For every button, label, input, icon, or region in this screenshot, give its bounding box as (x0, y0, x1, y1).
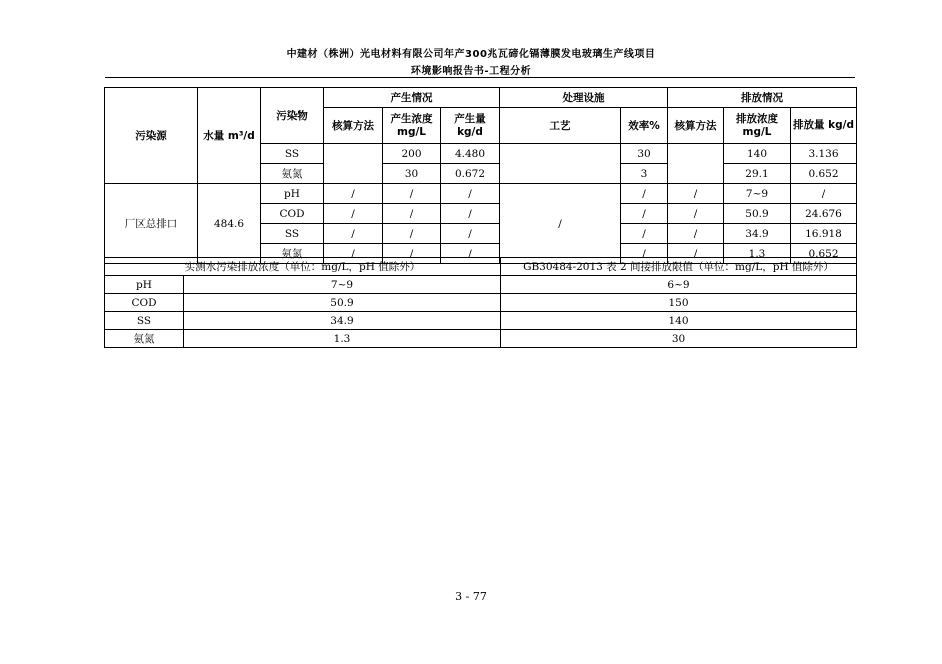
pollutant-cell: 氨氮 (261, 164, 324, 184)
limit-header: GB30484-2013 表 2 间接排放限值（单位：mg/L，pH 值除外） (501, 258, 857, 276)
emit-amount-cell: 24.676 (791, 204, 857, 224)
header-gen-method: 核算方法 (324, 108, 383, 144)
emit-amount-cell: / (791, 184, 857, 204)
emit-conc-cell: 7~9 (724, 184, 791, 204)
standard-comparison-table (104, 257, 857, 348)
limit-value-cell: 140 (501, 312, 857, 330)
efficiency-cell: / (621, 204, 668, 224)
emit-method-cell: / (668, 224, 724, 244)
table-row (105, 276, 857, 294)
header-source: 污染源 (105, 88, 198, 184)
header-gen-conc: 产生浓度 mg/L (383, 108, 441, 144)
emit-amount-cell: 3.136 (791, 144, 857, 164)
pollution-emission-table (104, 87, 857, 264)
measured-header: 实测水污染排放浓度（单位：mg/L，pH 值除外） (105, 258, 501, 276)
header-efficiency: 效率% (621, 108, 668, 144)
gen-amount-cell: 4.480 (441, 144, 500, 164)
pollutant-cell: 氨氮 (261, 244, 324, 264)
efficiency-cell: / (621, 224, 668, 244)
efficiency-cell: 3 (621, 164, 668, 184)
limit-value-cell: 6~9 (501, 276, 857, 294)
emit-amount-cell: 16.918 (791, 224, 857, 244)
gen-method-cell: / (324, 244, 383, 264)
emit-method-cell (668, 144, 724, 184)
gen-amount-cell: 0.672 (441, 164, 500, 184)
page-number: 3 - 77 (455, 590, 487, 603)
emit-conc-cell: 1.3 (724, 244, 791, 264)
gen-method-cell: / (324, 204, 383, 224)
gen-method-cell (324, 144, 383, 184)
table-row (105, 184, 857, 204)
efficiency-cell: / (621, 184, 668, 204)
measured-value-cell: 1.3 (184, 330, 501, 348)
gen-method-cell: / (324, 224, 383, 244)
emit-conc-cell: 50.9 (724, 204, 791, 224)
limit-value-cell: 30 (501, 330, 857, 348)
gen-amount-cell: / (441, 224, 500, 244)
pollutant-cell: SS (261, 144, 324, 164)
emit-method-cell: / (668, 184, 724, 204)
outlet-source-cell: 厂区总排口 (105, 184, 198, 264)
header-gen-amount: 产生量 kg/d (441, 108, 500, 144)
table-row (105, 330, 857, 348)
process-cell (500, 144, 621, 184)
outlet-water-cell: 484.6 (198, 184, 261, 264)
emit-conc-cell: 29.1 (724, 164, 791, 184)
limit-value-cell: 150 (501, 294, 857, 312)
document-header-title: 中建材（株洲）光电材料有限公司年产300兆瓦碲化镉薄膜发电玻璃生产线项目 (286, 49, 656, 60)
header-treatment-group: 处理设施 (500, 88, 668, 108)
table-row (105, 312, 857, 330)
header-emission-group: 排放情况 (668, 88, 857, 108)
efficiency-cell: 30 (621, 144, 668, 164)
gen-amount-cell: / (441, 244, 500, 264)
gen-conc-cell: / (383, 224, 441, 244)
pollutant-cell: pH (261, 184, 324, 204)
gen-conc-cell: / (383, 244, 441, 264)
emit-amount-cell: 0.652 (791, 164, 857, 184)
emit-method-cell: / (668, 244, 724, 264)
pollutant-cell: COD (261, 204, 324, 224)
gen-conc-cell: / (383, 184, 441, 204)
emit-method-cell: / (668, 204, 724, 224)
measured-value-cell: 7~9 (184, 276, 501, 294)
comparison-header-row (105, 258, 857, 276)
header-pollutant: 污染物 (261, 88, 324, 144)
outlet-process-cell: / (500, 184, 621, 264)
pollutant-name-cell: COD (105, 294, 184, 312)
emit-conc-cell: 34.9 (724, 224, 791, 244)
gen-conc-cell: 30 (383, 164, 441, 184)
header-process: 工艺 (500, 108, 621, 144)
header-water: 水量 m³/d (198, 88, 261, 184)
table-header-row (105, 88, 857, 108)
gen-conc-cell: 200 (383, 144, 441, 164)
document-header-subtitle: 环境影响报告书-工程分析 (410, 66, 532, 77)
header-generation-group: 产生情况 (324, 88, 500, 108)
header-rule (105, 77, 855, 78)
pollutant-cell: SS (261, 224, 324, 244)
header-emit-conc: 排放浓度 mg/L (724, 108, 791, 144)
emit-conc-cell: 140 (724, 144, 791, 164)
table-row (105, 294, 857, 312)
efficiency-cell: / (621, 244, 668, 264)
measured-value-cell: 50.9 (184, 294, 501, 312)
gen-amount-cell: / (441, 204, 500, 224)
gen-conc-cell: / (383, 204, 441, 224)
measured-value-cell: 34.9 (184, 312, 501, 330)
header-emit-method: 核算方法 (668, 108, 724, 144)
gen-amount-cell: / (441, 184, 500, 204)
pollutant-name-cell: pH (105, 276, 184, 294)
pollutant-name-cell: 氨氮 (105, 330, 184, 348)
header-emit-amount: 排放量 kg/d (791, 108, 857, 144)
gen-method-cell: / (324, 184, 383, 204)
emit-amount-cell: 0.652 (791, 244, 857, 264)
pollutant-name-cell: SS (105, 312, 184, 330)
